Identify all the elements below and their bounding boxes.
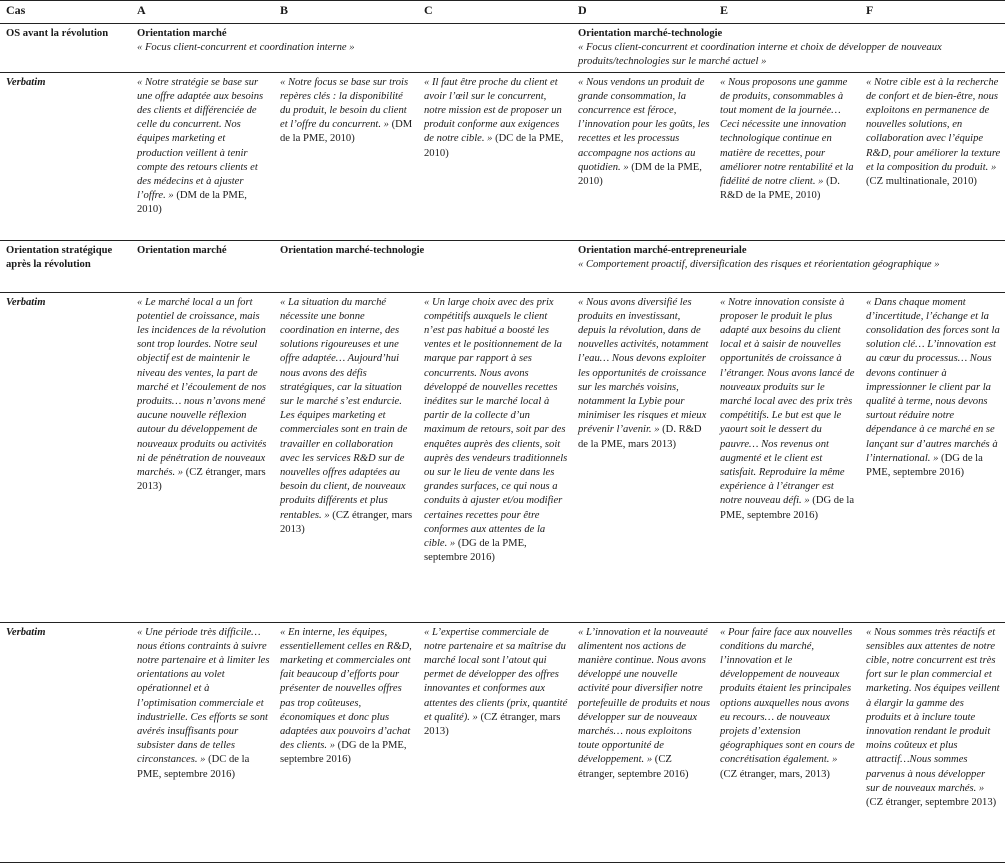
verbatim-1-cell-b bbox=[274, 72, 418, 240]
verbatim-row-3 bbox=[0, 622, 1005, 862]
verbatim-1-cell-d bbox=[572, 72, 714, 240]
verbatim-3-quote-d: « L’innovation et la nouveauté alimentent nos actions de manière continue. Nous avons développé une nouvelle activité pour diversifier notre portefeuille de produits et nous développer sur de nouveaux marchés… nous exploitons toute opportunité de développement. » bbox=[578, 626, 711, 766]
header-col-e: E bbox=[714, 1, 860, 24]
verbatim-2-quote-f: « Dans chaque moment d’incertitude, l’échange et la consolidation des forces sont la solution clé… L’innovation est au cœur du processus… Nous devons continuer à impressionner le client par la qualité à terme, nous devons surtout réduire notre dépendance à ce marché en se lançant sur d’autres marchés à l’international. » bbox=[866, 296, 1000, 464]
os-after-a-title: Orientation marché bbox=[131, 240, 274, 292]
verbatim-3-source-d: (CZ étranger, septembre 2016) bbox=[578, 754, 689, 780]
verbatim-2-cell-d bbox=[572, 292, 714, 622]
verbatim-3-quote-c: « L’expertise commerciale de notre partenaire et sa maîtrise du marché local sont l’atout qui permet de développer des offres innovantes et conformes aux attentes des clients (prix, quantité et qualité). » bbox=[424, 626, 568, 723]
verbatim-1-source-f: (CZ multinationale, 2010) bbox=[866, 176, 977, 188]
verbatim-2-source-e: (DG de la PME, septembre 2016) bbox=[720, 495, 855, 521]
header-col-a: A bbox=[131, 1, 274, 24]
header-cas: Cas bbox=[0, 1, 131, 24]
verbatim-1-source-e: (D. R&D de la PME, 2010) bbox=[720, 176, 840, 202]
os-after-def-subtitle: « Comportement proactif, diversification des risques et réorientation géographique » bbox=[578, 258, 940, 270]
verbatim-1-quote-a: « Notre stratégie se base sur une offre adaptée aux besoins des clients et différenciée de celle du concurrent. Nos équipes marketing et production veillent à tenir compte des retours clients et des médecins et à ajuster l’offre. » bbox=[137, 76, 264, 202]
verbatim-2-label: Verbatim bbox=[0, 292, 131, 622]
verbatim-row-1 bbox=[0, 72, 1005, 240]
os-before-row bbox=[0, 24, 1005, 73]
verbatim-2-quote-e: « Notre innovation consiste à proposer le produit le plus adapté aux besoins du client local et à saisir de nouvelles opportunités de croissance à l’étranger. Nous avons lancé de nouveaux produits sur le marché local avec des prix très compétitifs. Le but est que le yaourt soit le dessert du pauvre… Nos revenus ont augmenté et le client est satisfait. Reproduire la même expérience à l’étranger est notre nouveau défi. » bbox=[720, 296, 855, 507]
verbatim-1-cell-a bbox=[131, 72, 274, 240]
verbatim-3-cell-f bbox=[860, 622, 1005, 862]
os-before-group2 bbox=[572, 24, 1005, 73]
os-after-label: Orientation stratégique après la révolution bbox=[0, 240, 131, 292]
verbatim-1-cell-c bbox=[418, 72, 572, 240]
verbatim-1-label: Verbatim bbox=[0, 72, 131, 240]
verbatim-3-quote-f: « Nous sommes très réactifs et sensibles aux attentes de notre cible, notre concurrent est très fort sur le plan commercial et marketing. Nos équipes veillent à élargir la gamme des produits et à inclure toute innovation rendant le produit moins coûteux et plus attractif…Nous sommes parvenus à nous développer sur de nouveaux marchés. » bbox=[866, 626, 1000, 794]
verbatim-2-cell-e bbox=[714, 292, 860, 622]
verbatim-3-label: Verbatim bbox=[0, 622, 131, 862]
verbatim-3-cell-b bbox=[274, 622, 418, 862]
verbatim-3-source-a: (DC de la PME, septembre 2016) bbox=[137, 754, 250, 780]
verbatim-1-source-b: (DM de la PME, 2010) bbox=[280, 119, 413, 145]
os-after-def-title: Orientation marché-entrepreneuriale bbox=[578, 244, 747, 256]
os-before-group1 bbox=[131, 24, 572, 73]
verbatim-1-quote-d: « Nous vendons un produit de grande consommation, la concurrence est féroce, l’innovation pour les goûts, les recettes et les processus accompagne nos actions au quotidien. » bbox=[578, 76, 710, 173]
verbatim-3-quote-e: « Pour faire face aux nouvelles conditions du marché, l’innovation et le développement de nouveaux produits étaient les principales options auxquelles nous avons eu recours… de nouveaux projets d’extension géographiques sont en cours de concrétisation également. » bbox=[720, 626, 855, 766]
verbatim-1-cell-f bbox=[860, 72, 1005, 240]
verbatim-3-cell-c bbox=[418, 622, 572, 862]
verbatim-3-quote-a: « Une période très difficile… nous étions contraints à suivre notre partenaire et à limiter les orientations au volet opérationnel et à l’optimisation commerciale et industrielle. Ces efforts se sont avérés insuffisants pour subsister dans de telles circonstances. » bbox=[137, 626, 270, 766]
verbatim-2-source-d: (D. R&D de la PME, mars 2013) bbox=[578, 424, 702, 450]
verbatim-3-source-c: (CZ étranger, mars 2013) bbox=[424, 711, 561, 738]
verbatim-1-quote-c: « Il faut être proche du client et avoir l’œil sur le concurrent, notre mission est de proposer un produit conforme aux exigences de notre cible. » bbox=[424, 76, 562, 145]
verbatim-3-source-b: (DG de la PME, septembre 2016) bbox=[280, 740, 407, 766]
verbatim-2-quote-c: « Un large choix avec des prix compétitifs auxquels le client n’est pas habitué a boosté les ventes et le positionnement de la marque par rapport à ses concurrents. Nous avons développé de nouvelles recettes inédites sur le marché local à partir de la collecte d’un maximum de retours, soit par des enquêtes auprès des clients, soit auprès des vendeurs traditionnels ou sur le lieu de vente dans les grandes surfaces, ce qui nous a conduits à ajuster et/ou modifier certaines recettes pour être conformes aux attentes de la cible. » bbox=[424, 296, 568, 550]
verbatim-2-cell-a bbox=[131, 292, 274, 622]
verbatim-3-source-e: (CZ étranger, mars, 2013) bbox=[720, 768, 830, 780]
verbatim-3-source-f: (CZ étranger, septembre 2013) bbox=[866, 797, 997, 809]
verbatim-1-source-c: (DC de la PME, 2010) bbox=[424, 133, 564, 159]
verbatim-3-cell-a bbox=[131, 622, 274, 862]
header-col-c: C bbox=[418, 1, 572, 24]
verbatim-3-quote-b: « En interne, les équipes, essentiellement celles en R&D, marketing et commerciales ont fait beaucoup d’efforts pour présenter de nouvelles offres pas trop coûteuses, économiques et donc plus adaptées aux pouvoirs d’achat des clients. » bbox=[280, 626, 412, 752]
os-before-group2-subtitle: « Focus client-concurrent et coordination interne et choix de développer de nouveaux produits/technologies sur le marché actuel » bbox=[578, 42, 942, 68]
os-before-group1-title: Orientation marché bbox=[137, 28, 227, 39]
verbatim-3-cell-d bbox=[572, 622, 714, 862]
verbatim-2-cell-f bbox=[860, 292, 1005, 622]
verbatim-1-source-d: (DM de la PME, 2010) bbox=[578, 161, 702, 188]
verbatim-2-source-b: (CZ étranger, mars 2013) bbox=[280, 509, 413, 535]
verbatim-1-source-a: (DM de la PME, 2010) bbox=[137, 190, 247, 216]
os-before-group1-subtitle: « Focus client-concurrent et coordination interne » bbox=[137, 42, 355, 54]
verbatim-2-quote-d: « Nous avons diversifié les produits en investissant, depuis la révolution, dans de nouvelles activités, notamment l’eau… Nous devons exploiter les opportunités de croissance sur les marchés voisins, notamment la Lybie pour minimiser les risques et mieux prévenir l’avenir. » bbox=[578, 296, 709, 436]
os-before-label: OS avant la révolution bbox=[0, 24, 131, 73]
verbatim-2-quote-b: « La situation du marché nécessite une bonne coordination en interne, des solutions rigoureuses et une offre adaptée… Aujourd’hui nous avons des défis stratégiques, car la situation sur le marché s’est endurcie. Les équipes marketing et commerciales sont en train de travailler en collaboration avec les services R&D sur de nouvelles offres adaptées au besoin du client, de nouveaux produits différents et plus rentables. » bbox=[280, 296, 408, 521]
header-col-d: D bbox=[572, 1, 714, 24]
verbatim-2-quote-a: « Le marché local a un fort potentiel de croissance, mais les incidences de la révolution sont trop lourdes. Notre seul objectif est de maintenir le niveau des ventes, la part de marché et l’écoulement de nos produits… nous n’avons mené aucune nouvelle réflexion autour du développement de nouveaux produits ou activités ni de pénétration de nouveaux marchés. » bbox=[137, 296, 267, 479]
verbatim-1-quote-f: « Notre cible est à la recherche de confort et de bien-être, nous exploitons en permanence de nouvelles solutions, en collaboration avec l’équipe R&D, pour améliorer la texture et la composition du produit. » bbox=[866, 76, 1001, 173]
header-row bbox=[0, 1, 1005, 24]
verbatim-1-quote-b: « Notre focus se base sur trois repères clés : la disponibilité du produit, le besoin du client et l’offre du concurrent. » bbox=[280, 76, 409, 131]
os-after-bc-title: Orientation marché-technologie bbox=[274, 240, 572, 292]
verbatim-1-cell-e bbox=[714, 72, 860, 240]
header-col-b: B bbox=[274, 1, 418, 24]
os-after-row bbox=[0, 240, 1005, 292]
header-col-f: F bbox=[860, 1, 1005, 24]
verbatim-2-cell-b bbox=[274, 292, 418, 622]
verbatim-1-quote-e: « Nous proposons une gamme de produits, consommables à tout moment de la journée… Ceci nécessite une innovation technologique continue en matière de recettes, pour améliorer notre rentabilité et la fidélité de notre client. » bbox=[720, 76, 854, 188]
verbatim-2-cell-c bbox=[418, 292, 572, 622]
verbatim-2-source-a: (CZ étranger, mars 2013) bbox=[137, 467, 266, 493]
verbatim-2-source-f: (DG de la PME, septembre 2016) bbox=[866, 452, 983, 479]
verbatim-3-cell-e bbox=[714, 622, 860, 862]
verbatim-2-source-c: (DG de la PME, septembre 2016) bbox=[424, 538, 527, 564]
os-before-group2-title: Orientation marché-technologie bbox=[578, 28, 723, 39]
os-after-def bbox=[572, 240, 1005, 292]
verbatim-row-2 bbox=[0, 292, 1005, 622]
